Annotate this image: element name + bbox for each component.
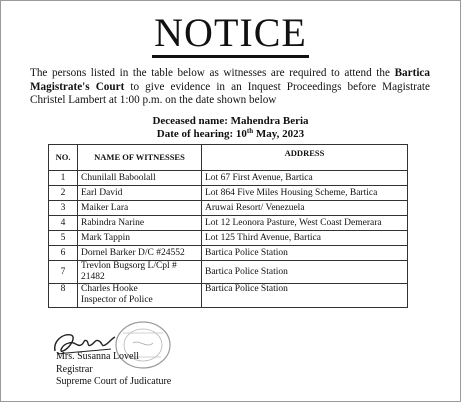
hearing-date: Date of hearing: 10th May, 2023 [156,126,305,140]
deceased-name: Deceased name: Mahendra Beria [152,115,309,127]
header-no: NO. [49,145,78,171]
table-row: 5 Mark Tappin Lot 125 Third Avenue, Bartica [49,231,408,246]
signer-office: Supreme Court of Judicature [56,376,172,387]
court-name: Bartica Magistrate's Court [30,67,430,93]
hearing-details [1,115,460,140]
signer-name: Mrs. Susanna Lovell [56,351,140,362]
table-row: 4 Rabindra Narine Lot 12 Leonora Pasture, West Coast Demerara [49,216,408,231]
table-row: 3 Maiker Lara Aruwai Resort/ Venezuela [49,201,408,216]
witness-table [48,144,408,308]
intro-paragraph: The persons listed in the table below as witnesses are required to attend the Bartica Magistrate's Court to give evidence in an Inquest Proceedings before Magistrate Christel Lambert at 1:00 p.m. on the date shown below [30,67,430,106]
table-row: 1 Chunilall Baboolall Lot 67 First Avenue, Bartica [49,171,408,186]
header-address: ADDRESS [202,145,408,171]
table-row: 6 Dornel Barker D/C #24552 Bartica Police Station [49,246,408,261]
table-row: 7 Trevlon Bugsorg L/Cpl # 21482 Bartica Police Station [49,261,408,284]
signer-title: Registrar [56,363,93,375]
header-name: NAME OF WITNESSES [78,145,202,171]
notice-title: NOTICE [1,11,460,55]
table-row: 2 Earl David Lot 864 Five Miles Housing Scheme, Bartica [49,186,408,201]
table-row: 8 Charles Hooke Inspector of Police Bartica Police Station [49,284,408,308]
table-header-row [49,145,408,171]
signer-block [56,351,171,389]
